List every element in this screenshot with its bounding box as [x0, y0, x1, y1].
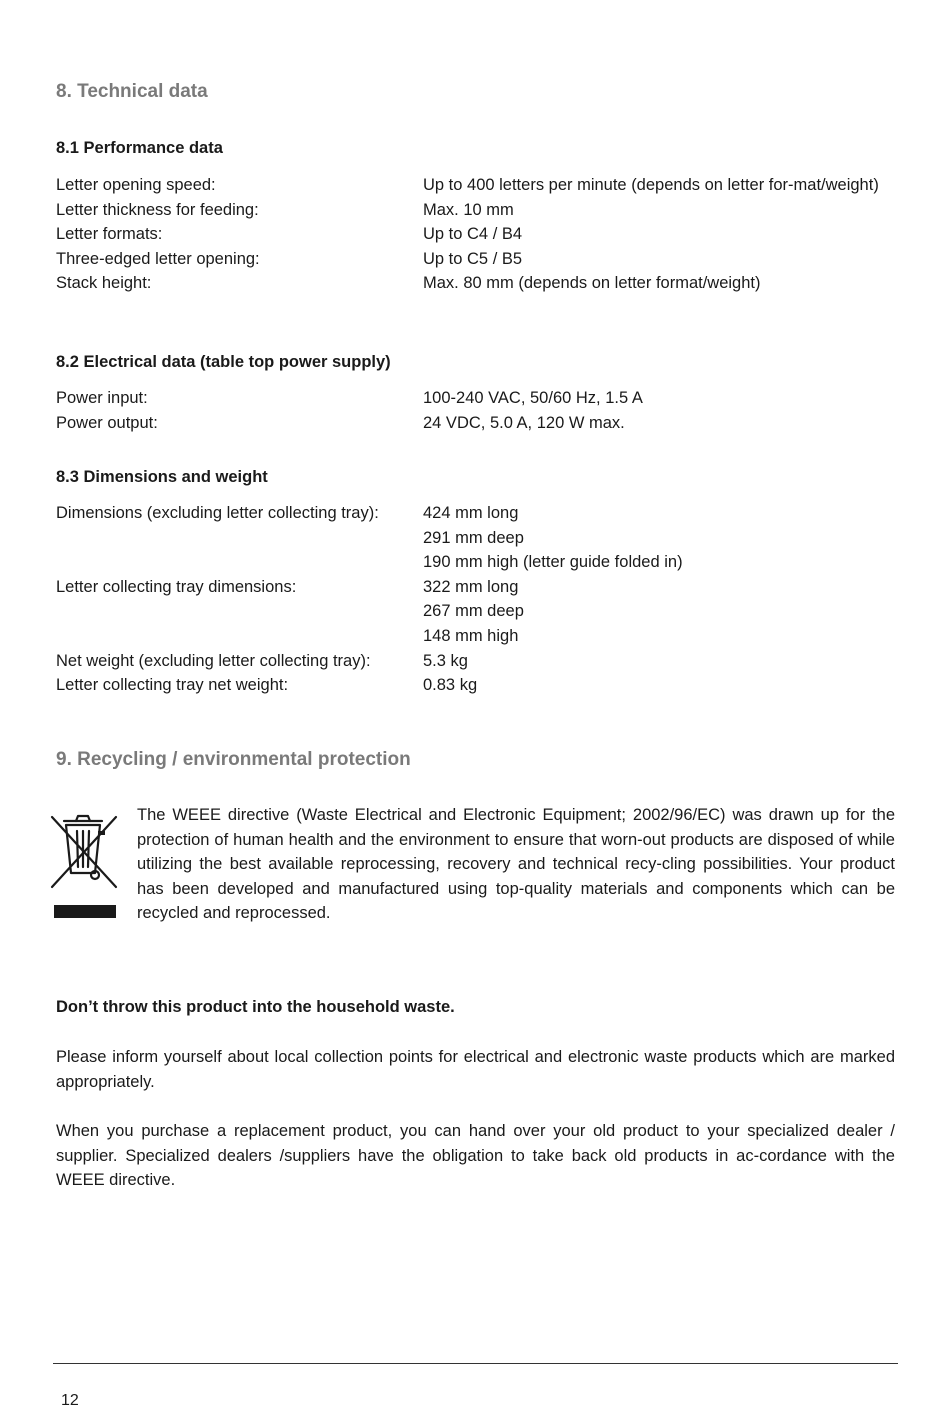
- spec-value: 267 mm deep: [423, 602, 524, 621]
- electrical-data-table: [56, 386, 896, 435]
- spec-label: Dimensions (excluding letter collecting tray):: [56, 504, 379, 522]
- spec-value: Up to C5 / B5: [423, 249, 523, 268]
- spec-row: [56, 649, 896, 674]
- spec-row: [56, 222, 896, 247]
- spec-row: [56, 673, 896, 698]
- spec-row: [56, 173, 896, 198]
- spec-label: Letter thickness for feeding:: [56, 200, 259, 219]
- spec-label: Three-edged letter opening:: [56, 249, 260, 268]
- crossed-out-wheelie-bin-icon: [46, 807, 120, 919]
- spec-value: 100-240 VAC, 50/60 Hz, 1.5 A: [423, 389, 643, 407]
- spec-value: Max. 80 mm (depends on letter format/weight): [423, 274, 761, 293]
- spec-label: [56, 624, 423, 649]
- spec-label: Power input:: [56, 389, 148, 407]
- spec-row: [56, 526, 896, 551]
- spec-label: [56, 550, 423, 575]
- section-8-title: 8. Technical data: [56, 81, 208, 102]
- spec-row: [56, 247, 896, 272]
- spec-row: [56, 386, 896, 411]
- spec-row: [56, 501, 896, 526]
- replacement-product-paragraph: When you purchase a replacement product, you can hand over your old product to your specialized dealer / supplier. Specialized dealers /suppliers have the obligation to take back old products in ac-cordance with the WEEE directive.: [56, 1122, 895, 1190]
- spec-value: 190 mm high (letter guide folded in): [423, 553, 683, 572]
- performance-data-table: [56, 173, 896, 296]
- spec-row: [56, 271, 896, 296]
- spec-label: Letter collecting tray net weight:: [56, 676, 289, 695]
- spec-label: Letter collecting tray dimensions:: [56, 577, 297, 596]
- electrical-data-title: 8.2 Electrical data (table top power supply): [56, 353, 391, 371]
- weee-directive-text: The WEEE directive (Waste Electrical and Electronic Equipment; 2002/96/EC) was drawn up for the protection of human health and the environment to ensure that worn-out products are disposed of while utilizing the best available reprocessing, recovery and technical recy-cling possibilities. Your product has been developed and manufactured using top-quality materials and components which can be recycled and reprocessed.: [137, 806, 895, 923]
- spec-value: 0.83 kg: [423, 676, 478, 695]
- dimensions-weight-table: [56, 501, 896, 698]
- spec-label: Letter opening speed:: [56, 176, 216, 194]
- spec-value: Up to C4 / B4: [423, 225, 523, 244]
- spec-value: 291 mm deep: [423, 528, 524, 547]
- spec-value: 5.3 kg: [423, 651, 468, 670]
- spec-value: Max. 10 mm: [423, 200, 514, 219]
- spec-label: Power output:: [56, 413, 158, 432]
- spec-row: [56, 198, 896, 223]
- spec-value: 148 mm high: [423, 626, 519, 645]
- dimensions-weight-title: 8.3 Dimensions and weight: [56, 468, 268, 486]
- spec-value: Up to 400 letters per minute (depends on letter for-mat/weight): [423, 176, 879, 194]
- spec-label: [56, 599, 423, 624]
- spec-row: [56, 411, 896, 436]
- page-number: 12: [61, 1392, 79, 1409]
- spec-row: [56, 550, 896, 575]
- spec-row: [56, 575, 896, 600]
- spec-label: Stack height:: [56, 274, 152, 293]
- spec-value: 424 mm long: [423, 504, 519, 522]
- collection-points-paragraph: Please inform yourself about local collection points for electrical and electronic waste products which are marked appropriately.: [56, 1048, 895, 1091]
- spec-row: [56, 599, 896, 624]
- spec-label: Letter formats:: [56, 225, 163, 244]
- performance-data-title: 8.1 Performance data: [56, 139, 223, 157]
- spec-label: [56, 526, 423, 551]
- household-waste-warning: Don’t throw this product into the household waste.: [56, 998, 455, 1016]
- footer-divider: [53, 1363, 898, 1364]
- spec-label: Net weight (excluding letter collecting tray):: [56, 651, 371, 670]
- section-9-title: 9. Recycling / environmental protection: [56, 749, 411, 770]
- spec-value: 322 mm long: [423, 577, 519, 596]
- spec-value: 24 VDC, 5.0 A, 120 W max.: [423, 413, 625, 432]
- spec-row: [56, 624, 896, 649]
